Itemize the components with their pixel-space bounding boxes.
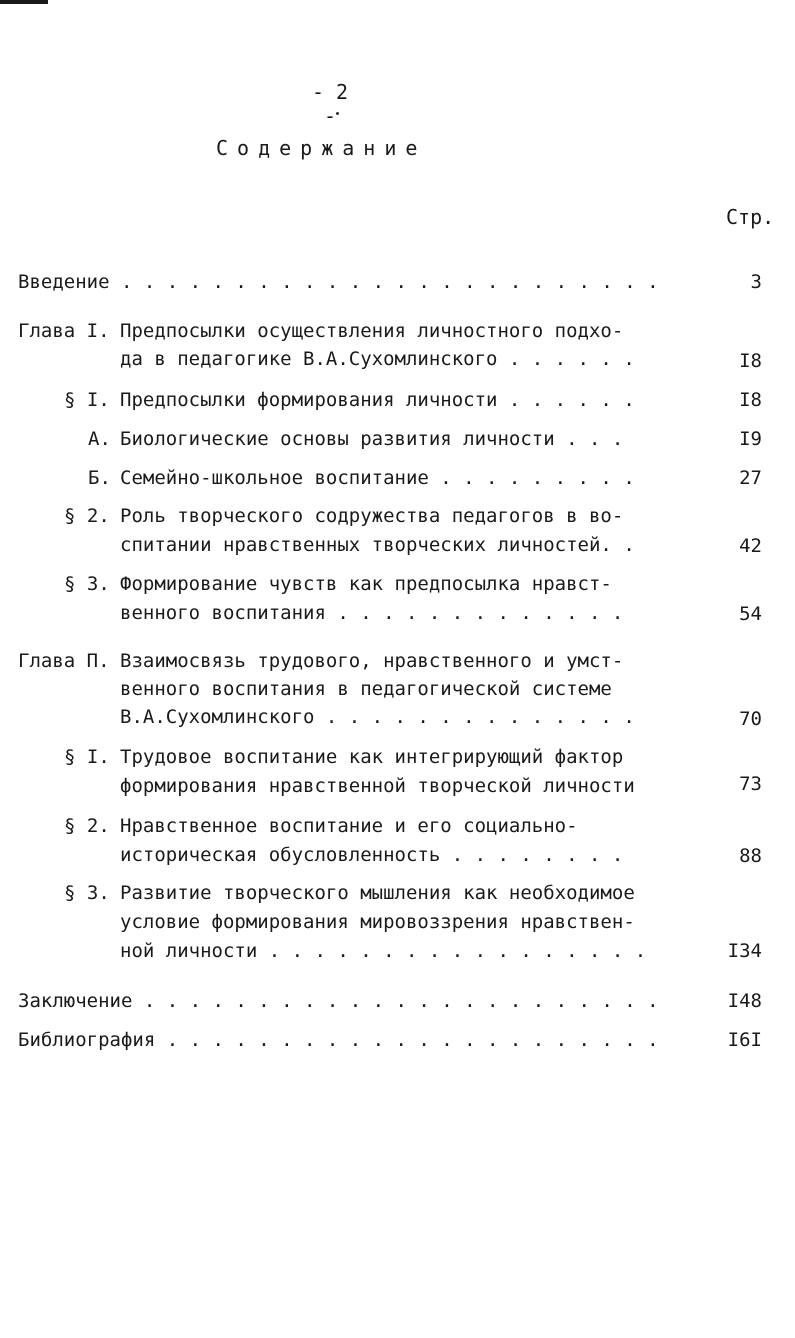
toc-line: венного воспитания . . . . . . . . . . . . . <box>120 602 624 624</box>
page-number: - 2 - <box>311 80 349 128</box>
toc-page-section-2-3: I34 <box>727 940 762 962</box>
toc-line: формирования нравственной творческой личности <box>120 775 635 797</box>
toc-line: Нравственное воспитание и его социально- <box>120 815 578 837</box>
toc-section-1-3-label: § 3. <box>64 573 110 595</box>
toc-section-1-1-label: § I. <box>64 389 110 411</box>
toc-line: Развитие творческого мышления как необходимое <box>120 882 635 904</box>
toc-line: историческая обусловленность . . . . . . . . <box>120 844 624 866</box>
toc-entry-conclusion[interactable] <box>18 990 659 1012</box>
toc-line: ной личности . . . . . . . . . . . . . . . . . <box>120 940 647 962</box>
toc-line: Трудовое воспитание как интегрирующий фактор <box>120 746 624 768</box>
toc-entry-text: Заключение . . . . . . . . . . . . . . . . . . . . . . . <box>18 990 659 1012</box>
toc-chapter-1[interactable] <box>120 320 635 370</box>
toc-line: Семейно-школьное воспитание . . . . . . . . . <box>120 467 635 489</box>
toc-sub-b-label: Б. <box>88 467 111 489</box>
toc-section-2-3-label: § 3. <box>64 882 110 904</box>
toc-page-intro: 3 <box>750 271 762 293</box>
toc-section-2-3[interactable] <box>120 882 646 962</box>
toc-line: условие формирования мировоззрения нравствен- <box>120 911 635 933</box>
toc-chapter-1-label: Глава I. <box>18 320 110 342</box>
toc-page-sub-a: I9 <box>739 428 762 450</box>
toc-page-section-2-1: 73 <box>739 773 762 795</box>
scan-edge-mark <box>0 0 48 4</box>
page-column-header: Стр. <box>726 205 775 229</box>
stray-dot <box>336 112 339 115</box>
toc-line: Взаимосвязь трудового, нравственного и умст- <box>120 650 624 672</box>
toc-page-section-1-2: 42 <box>739 535 762 557</box>
toc-section-2-1[interactable] <box>120 746 635 797</box>
toc-line: Роль творческого содружества педагогов в во- <box>120 505 624 527</box>
toc-section-1-2[interactable] <box>120 505 635 556</box>
toc-line: венного воспитания в педагогической системе <box>120 678 612 700</box>
toc-section-2-1-label: § I. <box>64 746 110 768</box>
toc-line: Биологические основы развития личности . . . <box>120 428 624 450</box>
toc-sub-a[interactable] <box>120 428 623 450</box>
toc-line: В.А.Сухомлинского . . . . . . . . . . . . . . <box>120 706 635 728</box>
toc-line: Предпосылки осуществления личностного подхо- <box>120 320 624 342</box>
toc-page-section-2-2: 88 <box>739 845 762 867</box>
toc-line: да в педагогике В.А.Сухомлинского . . . . . . <box>120 348 635 370</box>
toc-entry-intro[interactable] <box>18 271 659 293</box>
toc-section-1-2-label: § 2. <box>64 505 110 527</box>
toc-page-chapter-1: I8 <box>739 350 762 372</box>
toc-section-1-1[interactable] <box>120 389 635 411</box>
toc-page-conclusion: I48 <box>727 990 762 1012</box>
toc-page-chapter-2: 70 <box>739 708 762 730</box>
toc-page-section-1-3: 54 <box>739 603 762 625</box>
page-title: Содержание <box>216 136 427 160</box>
toc-sub-b[interactable] <box>120 467 635 489</box>
toc-line: Формирование чувств как предпосылка нравст- <box>120 573 612 595</box>
toc-section-2-2[interactable] <box>120 815 623 866</box>
toc-line: Предпосылки формирования личности . . . . . . <box>120 389 635 411</box>
toc-chapter-2-label: Глава П. <box>18 650 110 672</box>
toc-entry-text: Библиография . . . . . . . . . . . . . . . . . . . . . . <box>18 1029 659 1051</box>
toc-entry-bibliography[interactable] <box>18 1029 659 1051</box>
toc-line: спитании нравственных творческих личностей. . <box>120 534 635 556</box>
toc-entry-text: Введение . . . . . . . . . . . . . . . . . . . . . . . . <box>18 271 659 293</box>
toc-section-2-2-label: § 2. <box>64 815 110 837</box>
toc-page-section-1-1: I8 <box>739 389 762 411</box>
toc-chapter-2[interactable] <box>120 650 635 728</box>
toc-page-bibliography: I6I <box>727 1029 762 1051</box>
toc-section-1-3[interactable] <box>120 573 623 624</box>
toc-page-sub-b: 27 <box>739 467 762 489</box>
toc-sub-a-label: А. <box>88 428 111 450</box>
